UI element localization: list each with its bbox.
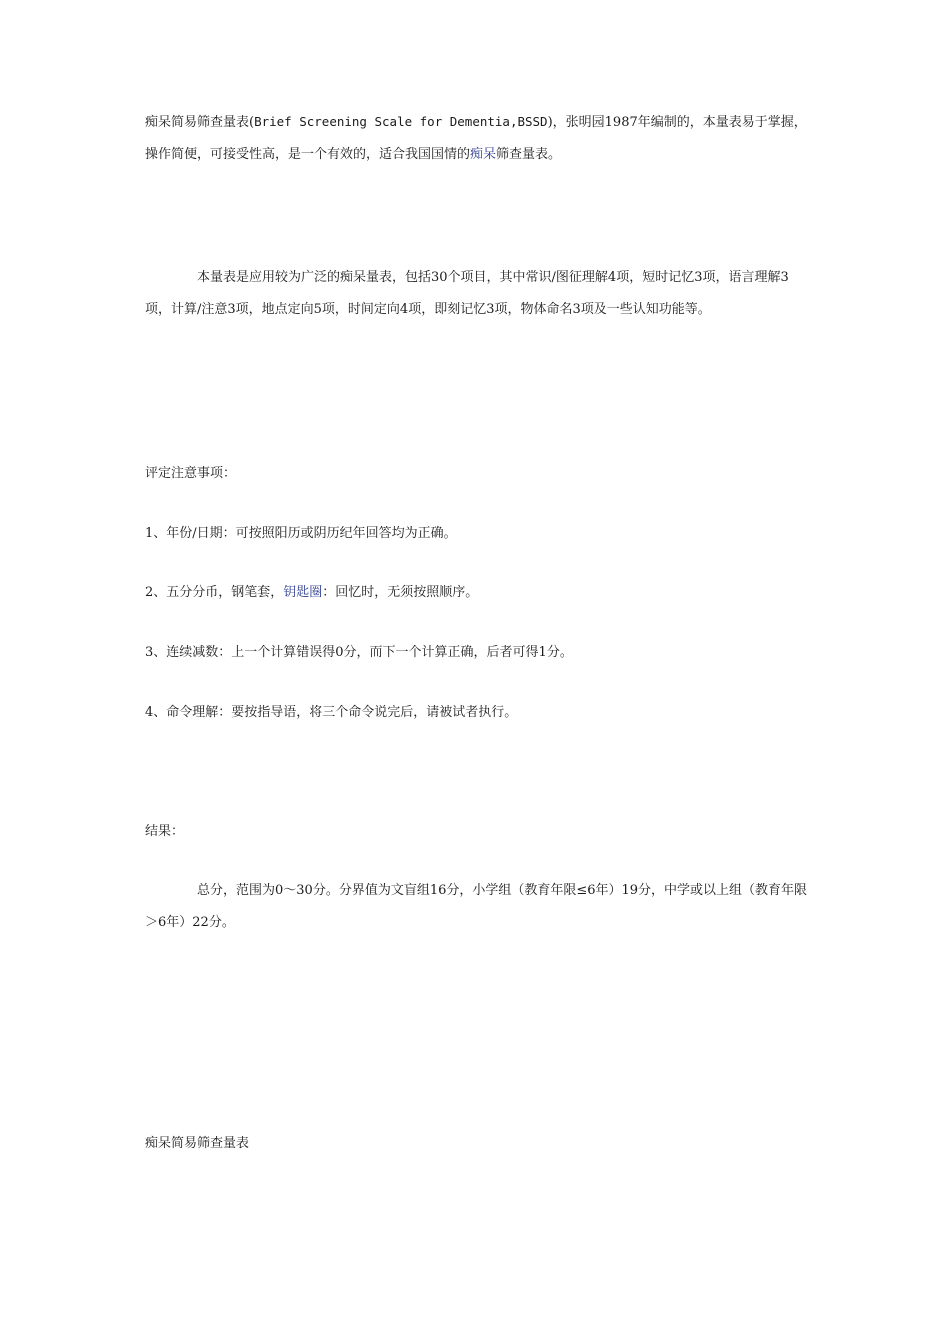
notes-heading: 评定注意事项：	[145, 466, 237, 481]
note-item-2-prefix: 2、五分分币，钢笔套，	[145, 585, 284, 600]
note-item-2	[145, 577, 810, 609]
note-item-3: 3、连续减数：上一个计算错误得0分，而下一个计算正确，后者可得1分。	[145, 645, 573, 660]
intro-english-name: Brief Screening Scale for Dementia,BSSD	[254, 114, 548, 129]
intro-text-end: 筛查量表。	[496, 147, 562, 162]
results-paragraph: 总分，范围为0～30分。分界值为文盲组16分，小学组（教育年限≤6年）19分，中学或以上组（教育年限＞6年）22分。	[145, 883, 808, 930]
key-ring-link[interactable]: 钥匙圈	[283, 585, 323, 600]
intro-text-start: 痴呆简易筛查量表(	[145, 115, 255, 130]
note-item-4: 4、命令理解：要按指导语，将三个命令说完后，请被试者执行。	[145, 705, 518, 720]
note-item-1: 1、年份/日期：可按照阳历或阴历纪年回答均为正确。	[145, 526, 457, 541]
note-item-2-suffix: ：回忆时，无须按照顺序。	[322, 585, 479, 600]
intro-paragraph	[145, 106, 810, 171]
table-title: 痴呆简易筛查量表	[145, 1136, 250, 1151]
intro-text-middle: )，张明园1987年编制的，本量表易于掌握，操作简便，可接受性高，是一个有效的，适合我国国情的	[145, 115, 807, 162]
description-paragraph: 本量表是应用较为广泛的痴呆量表，包括30个项目，其中常识/图征理解4项，短时记忆3项，语言理解3项，计算/注意3项，地点定向5项，时间定向4项，即刻记忆3项，物体命名3项及一些认知功能等。	[145, 270, 789, 317]
results-heading: 结果：	[145, 824, 185, 839]
dementia-link[interactable]: 痴呆	[470, 147, 497, 162]
